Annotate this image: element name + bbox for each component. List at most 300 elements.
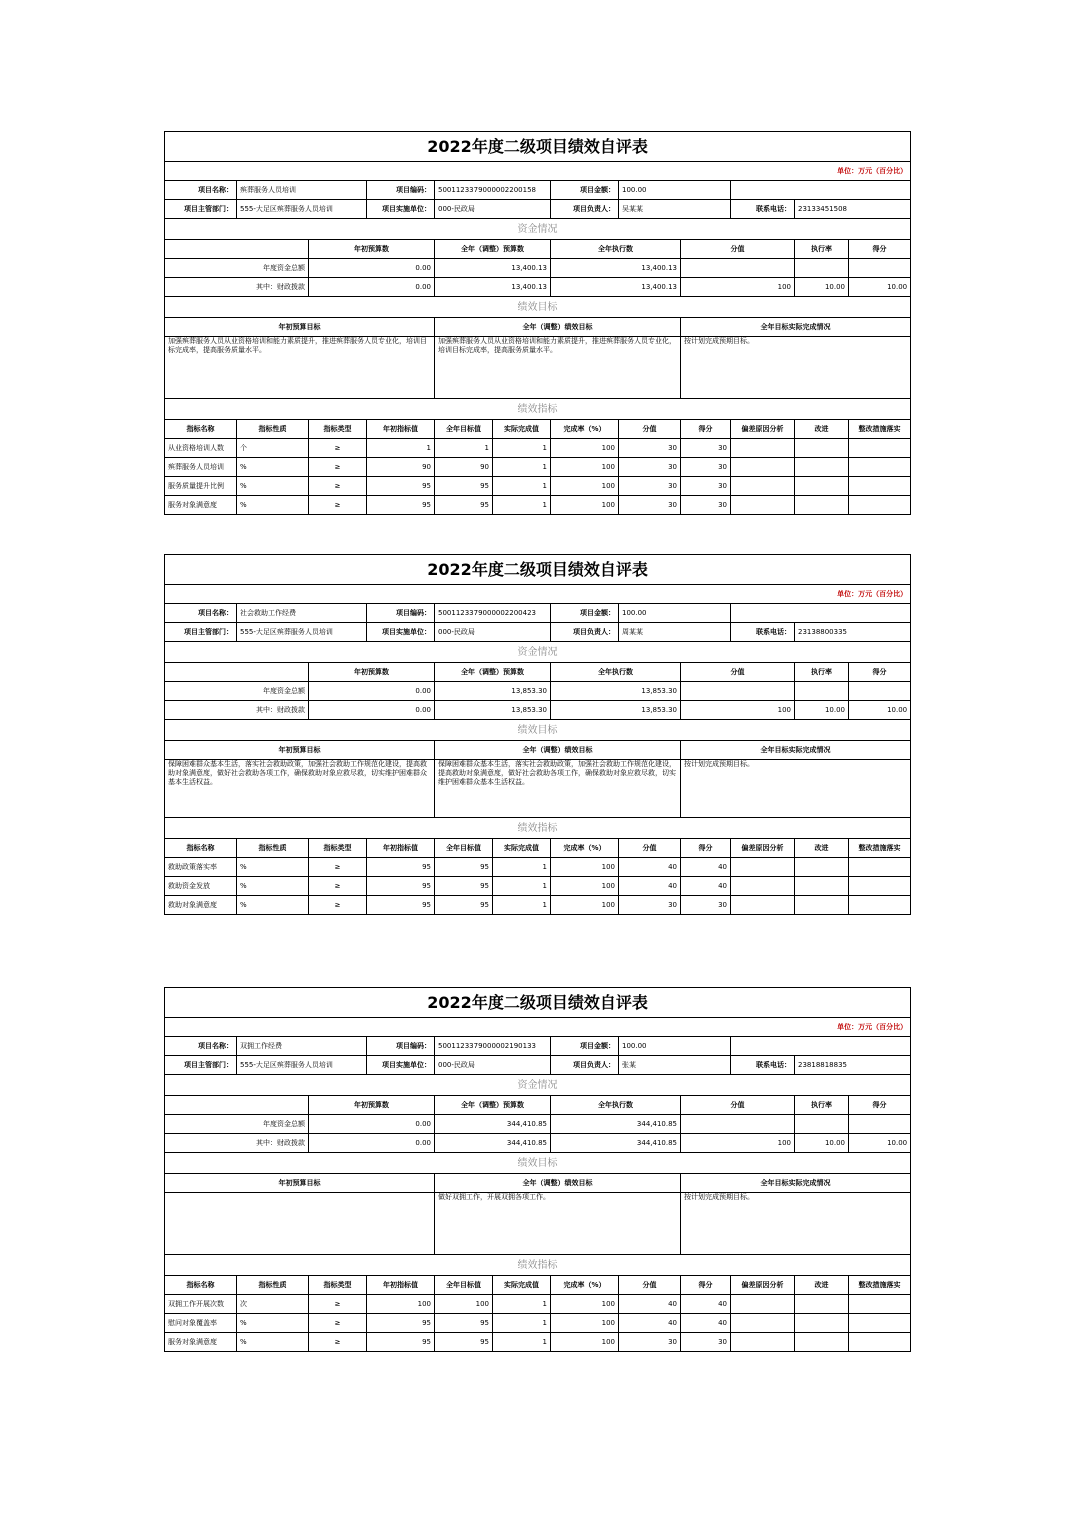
indicator-name: 服务质量提升比例: [165, 477, 237, 496]
indicator-score: 30: [619, 458, 681, 477]
indicator-header: 完成率（%）: [551, 839, 619, 858]
goals-header: 全年（调整）绩效目标: [435, 741, 681, 760]
indicator-v3: 1: [493, 877, 551, 896]
indicator-row: [165, 496, 911, 515]
funds-header: 全年执行数: [551, 240, 681, 259]
project-amount-label: 项目金额：: [551, 604, 619, 623]
indicator-v1: 95: [367, 477, 435, 496]
indicator-pts: 30: [681, 896, 731, 915]
funds-header: 年初预算数: [309, 240, 435, 259]
phone-value: 23138800335: [795, 623, 911, 642]
indicator-header: 完成率（%）: [551, 420, 619, 439]
indicator-v1: 1: [367, 439, 435, 458]
contact-value: 吴某某: [619, 200, 731, 219]
performance-form: [164, 131, 910, 515]
indicator-pts: 30: [681, 477, 731, 496]
goals-header: 全年目标实际完成情况: [681, 741, 911, 760]
indicator-type: ≥: [309, 858, 367, 877]
blank-cell: [165, 1096, 309, 1115]
goals-header: 年初预算目标: [165, 318, 435, 337]
indicator-score: 40: [619, 858, 681, 877]
project-code: 5001123379000002200423: [435, 604, 551, 623]
funds-row: [165, 682, 911, 701]
section-indicators: 绩效指标: [165, 818, 911, 839]
indicator-pts: 40: [681, 877, 731, 896]
goals-header: 全年目标实际完成情况: [681, 1174, 911, 1193]
indicator-measure: [849, 477, 911, 496]
indicator-v2: 1: [435, 439, 493, 458]
indicator-nature: 个: [237, 439, 309, 458]
goals-header: 全年目标实际完成情况: [681, 318, 911, 337]
dept-label: 项目主管部门：: [165, 623, 237, 642]
funds-row: [165, 701, 911, 720]
indicator-header: 指标性质: [237, 420, 309, 439]
form-title: 2022年度二级项目绩效自评表: [165, 988, 911, 1018]
indicator-header: 年初指标值: [367, 839, 435, 858]
project-code: 5001123379000002200158: [435, 181, 551, 200]
indicator-v2: 95: [435, 477, 493, 496]
goals-header: 全年（调整）绩效目标: [435, 1174, 681, 1193]
project-code: 5001123379000002190133: [435, 1037, 551, 1056]
funds-initial: 0.00: [309, 259, 435, 278]
funds-points: [849, 1115, 911, 1134]
indicator-header: 实际完成值: [493, 1276, 551, 1295]
indicator-header: 完成率（%）: [551, 1276, 619, 1295]
indicator-header: 指标类型: [309, 1276, 367, 1295]
indicator-header: 整改措施落实: [849, 420, 911, 439]
indicator-type: ≥: [309, 496, 367, 515]
goal-initial: 加强殡葬服务人员从业资格培训和能力素质提升，推进殡葬服务人员专业化，培训目标完成率，提高服务质量水平。: [165, 337, 435, 399]
contact-label: 项目负责人：: [551, 1056, 619, 1075]
funds-points: 10.00: [849, 701, 911, 720]
indicator-header: 指标名称: [165, 1276, 237, 1295]
funds-points: 10.00: [849, 1134, 911, 1153]
indicator-rate: 100: [551, 896, 619, 915]
indicator-reason: [731, 1333, 795, 1352]
section-funds: 资金情况: [165, 642, 911, 663]
indicator-v3: 1: [493, 1314, 551, 1333]
dept-value: 555-大足区殡葬服务人员培训: [237, 623, 367, 642]
section-goals: 绩效目标: [165, 297, 911, 318]
funds-adjusted: 13,400.13: [435, 259, 551, 278]
indicator-nature: 次: [237, 1295, 309, 1314]
indicator-rate: 100: [551, 458, 619, 477]
indicator-v2: 95: [435, 877, 493, 896]
indicator-header: 得分: [681, 420, 731, 439]
phone-value: 23133451508: [795, 200, 911, 219]
indicator-measure: [849, 1314, 911, 1333]
indicator-row: [165, 1295, 911, 1314]
indicator-score: 30: [619, 1333, 681, 1352]
indicator-rate: 100: [551, 1333, 619, 1352]
indicator-pts: 40: [681, 858, 731, 877]
indicator-v1: 95: [367, 1333, 435, 1352]
funds-label: 年度资金总额: [165, 682, 309, 701]
goal-initial: [165, 1193, 435, 1255]
performance-form: [164, 987, 910, 1352]
indicator-reason: [731, 877, 795, 896]
indicator-header: 分值: [619, 839, 681, 858]
funds-row: [165, 259, 911, 278]
funds-header: 分值: [681, 663, 795, 682]
funds-score: 100: [681, 1134, 795, 1153]
indicator-header: 指标性质: [237, 839, 309, 858]
indicator-fix: [795, 439, 849, 458]
indicator-header: 改进: [795, 1276, 849, 1295]
funds-label: 其中：财政拨款: [165, 1134, 309, 1153]
indicator-v3: 1: [493, 858, 551, 877]
indicator-rate: 100: [551, 477, 619, 496]
indicator-name: 救助政策落实率: [165, 858, 237, 877]
indicator-name: 双拥工作开展次数: [165, 1295, 237, 1314]
indicator-pts: 40: [681, 1314, 731, 1333]
indicator-fix: [795, 1314, 849, 1333]
unit-note: 单位：万元（百分比）: [165, 1018, 911, 1037]
indicator-measure: [849, 858, 911, 877]
indicator-header: 偏差原因分析: [731, 839, 795, 858]
dept-value: 555-大足区殡葬服务人员培训: [237, 1056, 367, 1075]
indicator-reason: [731, 496, 795, 515]
funds-executed: 344,410.85: [551, 1115, 681, 1134]
funds-header: 全年（调整）预算数: [435, 663, 551, 682]
funds-adjusted: 344,410.85: [435, 1134, 551, 1153]
indicator-measure: [849, 877, 911, 896]
indicator-fix: [795, 877, 849, 896]
indicator-header: 全年目标值: [435, 420, 493, 439]
goal-adjusted: 保障困难群众基本生活，落实社会救助政策，加强社会救助工作规范化建设，提高救助对象满意度，做好社会救助各项工作，确保救助对象应救尽救，切实维护困难群众基本生活权益。: [435, 760, 681, 818]
blank-cell: [165, 240, 309, 259]
project-amount: 100.00: [619, 181, 731, 200]
funds-executed: 13,400.13: [551, 259, 681, 278]
funds-rate: 10.00: [795, 701, 849, 720]
indicator-pts: 30: [681, 458, 731, 477]
indicator-rate: 100: [551, 1314, 619, 1333]
indicator-row: [165, 877, 911, 896]
funds-score: [681, 259, 795, 278]
indicator-measure: [849, 1333, 911, 1352]
project-amount-label: 项目金额：: [551, 181, 619, 200]
project-name: 殡葬服务人员培训: [237, 181, 367, 200]
funds-adjusted: 13,400.13: [435, 278, 551, 297]
indicator-measure: [849, 896, 911, 915]
project-name: 社会救助工作经费: [237, 604, 367, 623]
indicator-score: 40: [619, 1295, 681, 1314]
indicator-type: ≥: [309, 896, 367, 915]
indicator-header: 实际完成值: [493, 420, 551, 439]
indicator-rate: 100: [551, 1295, 619, 1314]
indicator-header: 指标类型: [309, 839, 367, 858]
section-indicators: 绩效指标: [165, 399, 911, 420]
impl-label: 项目实施单位：: [367, 200, 435, 219]
indicator-measure: [849, 458, 911, 477]
indicator-pts: 30: [681, 496, 731, 515]
indicator-v3: 1: [493, 496, 551, 515]
indicator-header: 偏差原因分析: [731, 1276, 795, 1295]
indicator-nature: %: [237, 877, 309, 896]
indicator-row: [165, 458, 911, 477]
funds-initial: 0.00: [309, 701, 435, 720]
funds-header: 执行率: [795, 663, 849, 682]
indicator-nature: %: [237, 458, 309, 477]
indicator-type: ≥: [309, 1333, 367, 1352]
funds-header: 得分: [849, 240, 911, 259]
indicator-rate: 100: [551, 858, 619, 877]
indicator-header: 得分: [681, 1276, 731, 1295]
project-amount: 100.00: [619, 1037, 731, 1056]
goal-actual: 按计划完成预期目标。: [681, 1193, 911, 1255]
indicator-nature: %: [237, 858, 309, 877]
indicator-nature: %: [237, 1314, 309, 1333]
indicator-header: 分值: [619, 1276, 681, 1295]
indicator-v1: 95: [367, 496, 435, 515]
project-amount-label: 项目金额：: [551, 1037, 619, 1056]
indicator-reason: [731, 477, 795, 496]
phone-label: 联系电话：: [731, 623, 795, 642]
indicator-pts: 30: [681, 439, 731, 458]
funds-score: 100: [681, 278, 795, 297]
goal-adjusted: 加强殡葬服务人员从业资格培训和能力素质提升，推进殡葬服务人员专业化，培训目标完成率，提高服务质量水平。: [435, 337, 681, 399]
indicator-reason: [731, 1295, 795, 1314]
indicator-header: 指标类型: [309, 420, 367, 439]
indicator-fix: [795, 496, 849, 515]
indicator-name: 救助对象满意度: [165, 896, 237, 915]
funds-initial: 0.00: [309, 1115, 435, 1134]
funds-header: 全年（调整）预算数: [435, 240, 551, 259]
indicator-nature: %: [237, 896, 309, 915]
funds-executed: 13,853.30: [551, 701, 681, 720]
indicator-score: 30: [619, 477, 681, 496]
goal-initial: 保障困难群众基本生活，落实社会救助政策，加强社会救助工作规范化建设，提高救助对象满意度，做好社会救助各项工作，确保救助对象应救尽救，切实维护困难群众基本生活权益。: [165, 760, 435, 818]
funds-executed: 13,853.30: [551, 682, 681, 701]
indicator-header: 年初指标值: [367, 1276, 435, 1295]
funds-executed: 344,410.85: [551, 1134, 681, 1153]
indicator-type: ≥: [309, 1295, 367, 1314]
indicator-header: 实际完成值: [493, 839, 551, 858]
indicator-v3: 1: [493, 1295, 551, 1314]
indicator-v1: 95: [367, 896, 435, 915]
indicator-header: 指标性质: [237, 1276, 309, 1295]
funds-score: [681, 682, 795, 701]
funds-rate: [795, 259, 849, 278]
indicator-fix: [795, 1333, 849, 1352]
indicator-measure: [849, 439, 911, 458]
indicator-v2: 95: [435, 896, 493, 915]
funds-header: 得分: [849, 663, 911, 682]
indicator-score: 30: [619, 439, 681, 458]
funds-label: 年度资金总额: [165, 1115, 309, 1134]
contact-value: 周某某: [619, 623, 731, 642]
funds-initial: 0.00: [309, 682, 435, 701]
indicator-header: 全年目标值: [435, 839, 493, 858]
indicator-header: 偏差原因分析: [731, 420, 795, 439]
indicator-v3: 1: [493, 896, 551, 915]
goal-adjusted: 做好双拥工作，开展双拥各项工作。: [435, 1193, 681, 1255]
indicator-header: 年初指标值: [367, 420, 435, 439]
indicator-score: 30: [619, 496, 681, 515]
indicator-header: 改进: [795, 420, 849, 439]
indicator-reason: [731, 858, 795, 877]
project-name-label: 项目名称：: [165, 1037, 237, 1056]
funds-header: 年初预算数: [309, 663, 435, 682]
indicator-nature: %: [237, 496, 309, 515]
blank-cell: [731, 604, 911, 623]
goals-header: 全年（调整）绩效目标: [435, 318, 681, 337]
contact-label: 项目负责人：: [551, 200, 619, 219]
indicator-reason: [731, 1314, 795, 1333]
indicator-reason: [731, 439, 795, 458]
indicator-header: 得分: [681, 839, 731, 858]
indicator-fix: [795, 1295, 849, 1314]
funds-points: [849, 259, 911, 278]
indicator-v2: 95: [435, 858, 493, 877]
indicator-reason: [731, 458, 795, 477]
impl-label: 项目实施单位：: [367, 1056, 435, 1075]
form-table: [164, 987, 911, 1352]
funds-row: [165, 1134, 911, 1153]
indicator-pts: 40: [681, 1295, 731, 1314]
indicator-fix: [795, 858, 849, 877]
indicator-header: 改进: [795, 839, 849, 858]
indicator-reason: [731, 896, 795, 915]
indicator-fix: [795, 896, 849, 915]
phone-label: 联系电话：: [731, 200, 795, 219]
indicator-v1: 100: [367, 1295, 435, 1314]
indicator-v2: 95: [435, 1333, 493, 1352]
funds-rate: 10.00: [795, 1134, 849, 1153]
indicator-type: ≥: [309, 1314, 367, 1333]
funds-header: 分值: [681, 1096, 795, 1115]
indicator-name: 服务对象满意度: [165, 496, 237, 515]
impl-value: 000-民政局: [435, 1056, 551, 1075]
indicator-score: 30: [619, 896, 681, 915]
indicator-v2: 100: [435, 1295, 493, 1314]
phone-label: 联系电话：: [731, 1056, 795, 1075]
funds-header: 年初预算数: [309, 1096, 435, 1115]
funds-executed: 13,400.13: [551, 278, 681, 297]
indicator-v3: 1: [493, 458, 551, 477]
section-funds: 资金情况: [165, 219, 911, 240]
indicator-v3: 1: [493, 439, 551, 458]
goal-actual: 按计划完成预期目标。: [681, 760, 911, 818]
indicator-row: [165, 1314, 911, 1333]
indicator-row: [165, 858, 911, 877]
section-goals: 绩效目标: [165, 720, 911, 741]
indicator-rate: 100: [551, 496, 619, 515]
funds-label: 年度资金总额: [165, 259, 309, 278]
indicator-header: 指标名称: [165, 420, 237, 439]
goal-actual: 按计划完成预期目标。: [681, 337, 911, 399]
impl-label: 项目实施单位：: [367, 623, 435, 642]
indicator-score: 40: [619, 877, 681, 896]
indicator-header: 全年目标值: [435, 1276, 493, 1295]
funds-score: 100: [681, 701, 795, 720]
impl-value: 000-民政局: [435, 623, 551, 642]
indicator-fix: [795, 458, 849, 477]
project-name-label: 项目名称：: [165, 604, 237, 623]
indicator-row: [165, 439, 911, 458]
indicator-header: 整改措施落实: [849, 1276, 911, 1295]
funds-adjusted: 13,853.30: [435, 682, 551, 701]
project-name: 双拥工作经费: [237, 1037, 367, 1056]
project-code-label: 项目编码：: [367, 604, 435, 623]
indicator-rate: 100: [551, 877, 619, 896]
indicator-header: 分值: [619, 420, 681, 439]
form-title: 2022年度二级项目绩效自评表: [165, 132, 911, 162]
dept-label: 项目主管部门：: [165, 200, 237, 219]
funds-initial: 0.00: [309, 278, 435, 297]
indicator-name: 服务对象满意度: [165, 1333, 237, 1352]
contact-label: 项目负责人：: [551, 623, 619, 642]
project-code-label: 项目编码：: [367, 181, 435, 200]
form-table: [164, 131, 911, 515]
funds-rate: [795, 1115, 849, 1134]
funds-adjusted: 344,410.85: [435, 1115, 551, 1134]
funds-header: 分值: [681, 240, 795, 259]
indicator-row: [165, 477, 911, 496]
indicator-v3: 1: [493, 1333, 551, 1352]
form-title: 2022年度二级项目绩效自评表: [165, 555, 911, 585]
goals-header: 年初预算目标: [165, 741, 435, 760]
phone-value: 23818818835: [795, 1056, 911, 1075]
project-name-label: 项目名称：: [165, 181, 237, 200]
unit-note: 单位：万元（百分比）: [165, 162, 911, 181]
funds-rate: [795, 682, 849, 701]
indicator-type: ≥: [309, 458, 367, 477]
blank-cell: [731, 1037, 911, 1056]
performance-form: [164, 554, 910, 915]
project-code-label: 项目编码：: [367, 1037, 435, 1056]
funds-label: 其中：财政拨款: [165, 701, 309, 720]
indicator-v3: 1: [493, 477, 551, 496]
indicator-name: 殡葬服务人员培训: [165, 458, 237, 477]
section-goals: 绩效目标: [165, 1153, 911, 1174]
indicator-row: [165, 896, 911, 915]
blank-cell: [165, 663, 309, 682]
indicator-nature: %: [237, 477, 309, 496]
indicator-v2: 90: [435, 458, 493, 477]
funds-header: 全年（调整）预算数: [435, 1096, 551, 1115]
impl-value: 000-民政局: [435, 200, 551, 219]
indicator-name: 救助资金发放: [165, 877, 237, 896]
indicator-nature: %: [237, 1333, 309, 1352]
project-amount: 100.00: [619, 604, 731, 623]
contact-value: 张某: [619, 1056, 731, 1075]
section-funds: 资金情况: [165, 1075, 911, 1096]
funds-header: 执行率: [795, 240, 849, 259]
funds-points: 10.00: [849, 278, 911, 297]
funds-label: 其中：财政拨款: [165, 278, 309, 297]
indicator-rate: 100: [551, 439, 619, 458]
indicator-type: ≥: [309, 439, 367, 458]
indicator-v1: 90: [367, 458, 435, 477]
unit-note: 单位：万元（百分比）: [165, 585, 911, 604]
funds-header: 执行率: [795, 1096, 849, 1115]
indicator-v2: 95: [435, 496, 493, 515]
funds-header: 得分: [849, 1096, 911, 1115]
indicator-name: 从业资格培训人数: [165, 439, 237, 458]
indicator-fix: [795, 477, 849, 496]
funds-row: [165, 278, 911, 297]
goals-header: 年初预算目标: [165, 1174, 435, 1193]
indicator-name: 慰问对象覆盖率: [165, 1314, 237, 1333]
indicator-v1: 95: [367, 1314, 435, 1333]
indicator-measure: [849, 1295, 911, 1314]
indicator-type: ≥: [309, 877, 367, 896]
section-indicators: 绩效指标: [165, 1255, 911, 1276]
funds-header: 全年执行数: [551, 1096, 681, 1115]
funds-score: [681, 1115, 795, 1134]
funds-initial: 0.00: [309, 1134, 435, 1153]
